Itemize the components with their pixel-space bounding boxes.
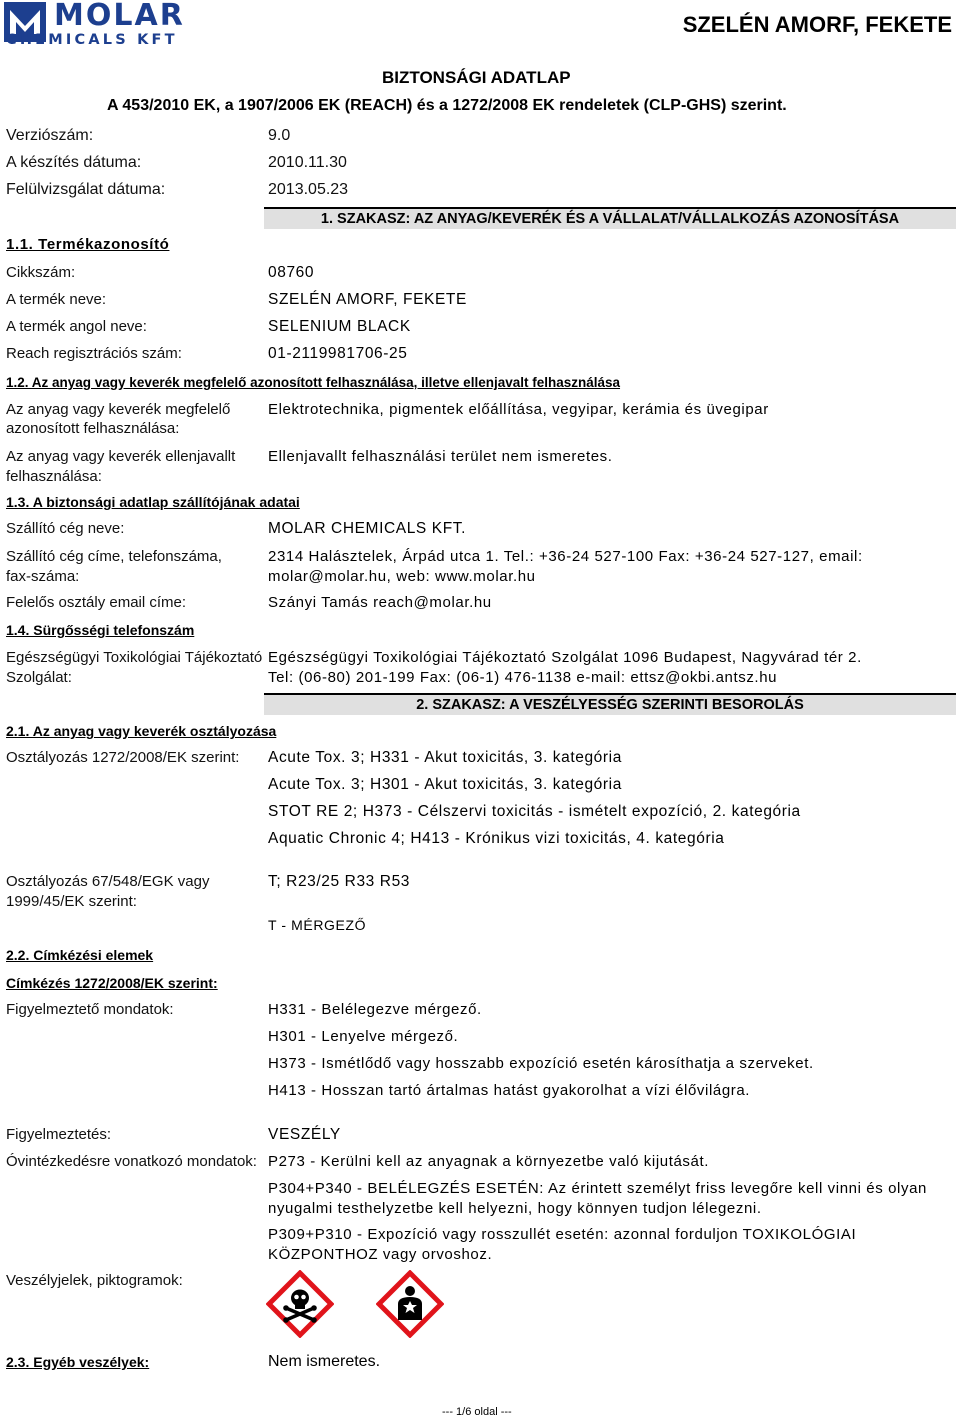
doc-subtitle: A 453/2010 EK, a 1907/2006 EK (REACH) és a 1272/2008 EK rendeletek (CLP-GHS) szerint. (107, 97, 787, 114)
clp-value-2: Acute Tox. 3; H301 - Akut toxicitás, 3. kategória (268, 776, 622, 793)
p-value-2a: P304+P340 - BELÉLEGZÉS ESETÉN: Az érintett személyt friss levegőre kell vinni és olyan (268, 1180, 927, 1197)
p-value-3a: P309+P310 - Expozíció vagy rosszullét esetén: azonnal forduljon TOXIKOLÓGIAI (268, 1226, 857, 1243)
logo-sub-text: CHEMICALS KFT (6, 32, 178, 48)
health-hazard-icon (376, 1270, 444, 1338)
s22-title: 2.2. Címkézési elemek (6, 947, 154, 963)
clp-value-1: Acute Tox. 3; H331 - Akut toxicitás, 3. kategória (268, 749, 622, 766)
emerg-value-2: Tel: (06-80) 201-199 Fax: (06-1) 476-1138 e-mail: ettsz@okbi.antsz.hu (268, 669, 778, 686)
emerg-label-2: Szolgálat: (6, 669, 72, 686)
product-name-label: A termék neve: (6, 291, 107, 308)
resp-value: Szányi Tamás reach@molar.hu (268, 594, 492, 611)
product-name-value: SZELÉN AMORF, FEKETE (268, 291, 467, 308)
h-value-3: H373 - Ismétlődő vagy hosszabb expozíció esetén károsíthatja a szerveket. (268, 1055, 814, 1072)
contra-label-2: felhasználása: (6, 468, 102, 485)
old-class-value-2: T - MÉRGEZŐ (268, 917, 367, 933)
contra-label-1: Az anyag vagy keverék ellenjavallt (6, 448, 236, 465)
s21-title: 2.1. Az anyag vagy keverék osztályozása (6, 723, 277, 739)
item-number-label: Cikkszám: (6, 264, 76, 281)
p-value-3b: KÖZPONTHOZ vagy orvoshoz. (268, 1246, 493, 1263)
meta-revised-value: 2013.05.23 (268, 181, 349, 198)
clp-value-4: Aquatic Chronic 4; H413 - Krónikus vizi toxicitás, 4. kategória (268, 830, 725, 847)
s11-title: 1.1. Termékazonosító (6, 236, 170, 253)
supplier-name-value: MOLAR CHEMICALS KFT. (268, 520, 467, 537)
section1-bar: 1. SZAKASZ: AZ ANYAG/KEVERÉK ÉS A VÁLLALAT/VÁLLALKOZÁS AZONOSÍTÁSA (264, 207, 956, 229)
logo (4, 2, 224, 48)
old-class-value-1: T; R23/25 R33 R53 (268, 873, 411, 890)
supplier-addr-1: 2314 Halásztelek, Árpád utca 1. Tel.: +36-24 527-100 Fax: +36-24 527-127, email: (268, 548, 863, 565)
h-label: Figyelmeztető mondatok: (6, 1001, 174, 1018)
page-number: --- 1/6 oldal --- (442, 1406, 512, 1418)
h-value-4: H413 - Hosszan tartó ártalmas hatást gyakorolhat a vízi élővilágra. (268, 1082, 751, 1099)
p-value-1: P273 - Kerülni kell az anyagnak a környezetbe való kijutását. (268, 1153, 709, 1170)
h-value-2: H301 - Lenyelve mérgező. (268, 1028, 459, 1045)
signal-label: Figyelmeztetés: (6, 1126, 112, 1143)
s12-title: 1.2. Az anyag vagy keverék megfelelő azonosított felhasználása, illetve ellenjavalt felhasználása (6, 375, 621, 390)
product-title: SZELÉN AMORF, FEKETE (682, 12, 952, 37)
use-value: Elektrotechnika, pigmentek előállítása, vegyipar, kerámia és üvegipar (268, 401, 769, 418)
reach-number-value: 01-2119981706-25 (268, 345, 408, 362)
old-class-label-2: 1999/45/EK szerint: (6, 893, 137, 910)
signal-value: VESZÉLY (268, 1126, 341, 1143)
picto-label: Veszélyjelek, piktogramok: (6, 1272, 183, 1289)
section2-bar: 2. SZAKASZ: A VESZÉLYESSÉG SZERINTI BESOROLÁS (264, 693, 956, 715)
p-label: Óvintézkedésre vonatkozó mondatok: (6, 1153, 257, 1170)
emerg-value-1: Egészségügyi Toxikológiai Tájékoztató Szolgálat 1096 Budapest, Nagyvárad tér 2. (268, 649, 862, 666)
supplier-addr-2: molar@molar.hu, web: www.molar.hu (268, 568, 536, 585)
english-name-value: SELENIUM BLACK (268, 318, 411, 335)
meta-version-label: Verziószám: (6, 127, 94, 144)
s23-title: 2.3. Egyéb veszélyek: (6, 1354, 150, 1370)
meta-created-value: 2010.11.30 (268, 154, 347, 171)
h-value-1: H331 - Belélegezve mérgező. (268, 1001, 482, 1018)
clp-label: Osztályozás 1272/2008/EK szerint: (6, 749, 240, 766)
english-name-label: A termék angol neve: (6, 318, 147, 335)
supplier-addr-label-1: Szállító cég címe, telefonszáma, (6, 548, 222, 565)
emerg-label-1: Egészségügyi Toxikológiai Tájékoztató (6, 649, 263, 666)
old-class-label-1: Osztályozás 67/548/EGK vagy (6, 873, 210, 890)
s23-value: Nem ismeretes. (268, 1353, 381, 1370)
clp-value-3: STOT RE 2; H373 - Célszervi toxicitás - ismételt expozíció, 2. kategória (268, 803, 801, 820)
p-value-2b: nyugalmi testhelyzetbe kell helyezni, hogy könnyen tudjon lélegezni. (268, 1200, 762, 1217)
supplier-name-label: Szállító cég neve: (6, 520, 125, 537)
skull-and-crossbones-icon (266, 1270, 334, 1338)
resp-label: Felelős osztály email címe: (6, 594, 187, 611)
meta-created-label: A készítés dátuma: (6, 154, 142, 171)
logo-main-text: MOLAR (54, 0, 185, 33)
reach-number-label: Reach regisztrációs szám: (6, 345, 182, 362)
s22-subtitle: Címkézés 1272/2008/EK szerint: (6, 975, 218, 991)
meta-revised-label: Felülvizsgálat dátuma: (6, 181, 166, 198)
use-label-1: Az anyag vagy keverék megfelelő (6, 401, 231, 418)
s13-title: 1.3. A biztonsági adatlap szállítójának adatai (6, 494, 300, 510)
contra-value: Ellenjavallt felhasználási terület nem ismeretes. (268, 448, 613, 465)
s14-title: 1.4. Sürgősségi telefonszám (6, 622, 195, 638)
meta-version-value: 9.0 (268, 127, 291, 144)
supplier-addr-label-2: fax-száma: (6, 568, 80, 585)
item-number-value: 08760 (268, 264, 315, 281)
use-label-2: azonosított felhasználása: (6, 420, 180, 437)
doc-title: BIZTONSÁGI ADATLAP (382, 68, 571, 87)
